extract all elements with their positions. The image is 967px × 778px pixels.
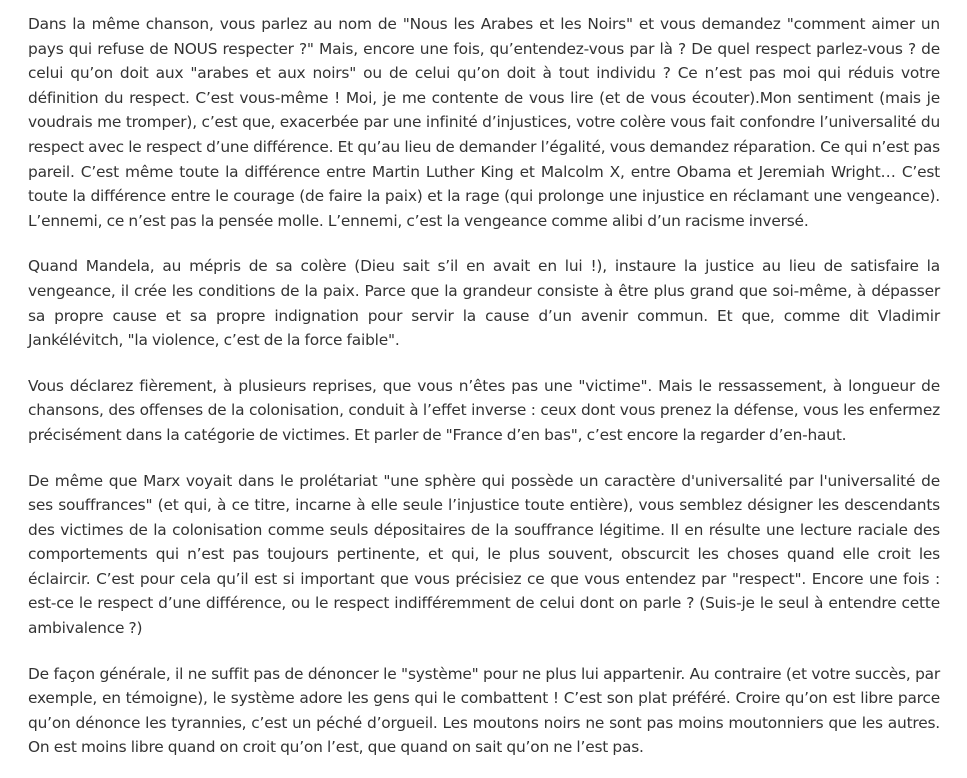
paragraph-5: De façon générale, il ne suffit pas de dénoncer le "système" pour ne plus lui appartenir. Au contraire (et votre succès, par exemple, en témoigne), le système adore les gens qui le combattent ! C’est son plat préféré. Croire qu’on est libre parce qu’on dénonce les tyrannies, c’est un péché d’orgueil. Les moutons noirs ne sont pas moins moutonniers que les autres. On est moins libre quand on croit qu’on l’est, que quand on sait qu’on ne l’est pas. (28, 664, 940, 757)
paragraph-3: Vous déclarez fièrement, à plusieurs reprises, que vous n’êtes pas une "victime". Mais le ressassement, à longueur de chansons, des offenses de la colonisation, conduit à l’effet inverse : ceux dont vous prenez la défense, vous les enfermez précisément dans la catégorie de victimes. Et parler de "France d’en bas", c’est encore la regarder d’en-haut. (28, 376, 940, 444)
paragraph-1: Dans la même chanson, vous parlez au nom de "Nous les Arabes et les Noirs" et vous demandez "comment aimer un pays qui refuse de NOUS respecter ?" Mais, encore une fois, qu’entendez-vous par là ? De quel respect parlez-vous ? de celui qu’on doit aux "arabes et aux noirs" ou de celui qu’on doit à tout individu ? Ce n’est pas moi qui réduis votre définition du respect. C’est vous-même ! Moi, je me contente de vous lire (et de vous écouter).Mon sentiment (mais je voudrais me tromper), c’est que, exacerbée par une infinité d’injustices, votre colère vous fait confondre l’universalité du respect avec le respect d’une différence. Et qu’au lieu de demander l’égalité, vous demandez réparation. Ce qui n’est pas pareil. C’est même toute la différence entre Martin Luther King et Malcolm X, entre Obama et Jeremiah Wright… C’est toute la différence entre le courage (de faire la paix) et la rage (qui prolonge une injustice en réclamant une vengeance). L’ennemi, ce n’est pas la pensée molle. L’ennemi, c’est la vengeance comme alibi d’un racisme inversé. (28, 15, 940, 230)
paragraph-2: Quand Mandela, au mépris de sa colère (Dieu sait s’il en avait en lui !), instaure la justice au lieu de satisfaire la vengeance, il crée les conditions de la paix. Parce que la grandeur consiste à être plus grand que soi-même, à dépasser sa propre cause et sa propre indignation pour servir la cause d’un avenir commun. Et que, comme dit Vladimir Jankélévitch, "la violence, c’est de la force faible". (28, 257, 940, 350)
paragraph-4: De même que Marx voyait dans le prolétariat "une sphère qui possède un caractère d'universalité par l'universalité de ses souffrances" (et qui, à ce titre, incarne à elle seule l’injustice toute entière), vous semblez désigner les descendants des victimes de la colonisation comme seuls dépositaires de la souffrance légitime. Il en résulte une lecture raciale des comportements qui n’est pas toujours pertinente, et qui, le plus souvent, obscurcit les choses quand elle croit les éclaircir. C’est pour cela qu’il est si important que vous précisiez ce que vous entendez par "respect". Encore une fois : est-ce le respect d’une différence, ou le respect indifféremment de celui dont on parle ? (Suis-je le seul à entendre cette ambivalence ?) (28, 471, 940, 638)
article-body (28, 12, 940, 760)
